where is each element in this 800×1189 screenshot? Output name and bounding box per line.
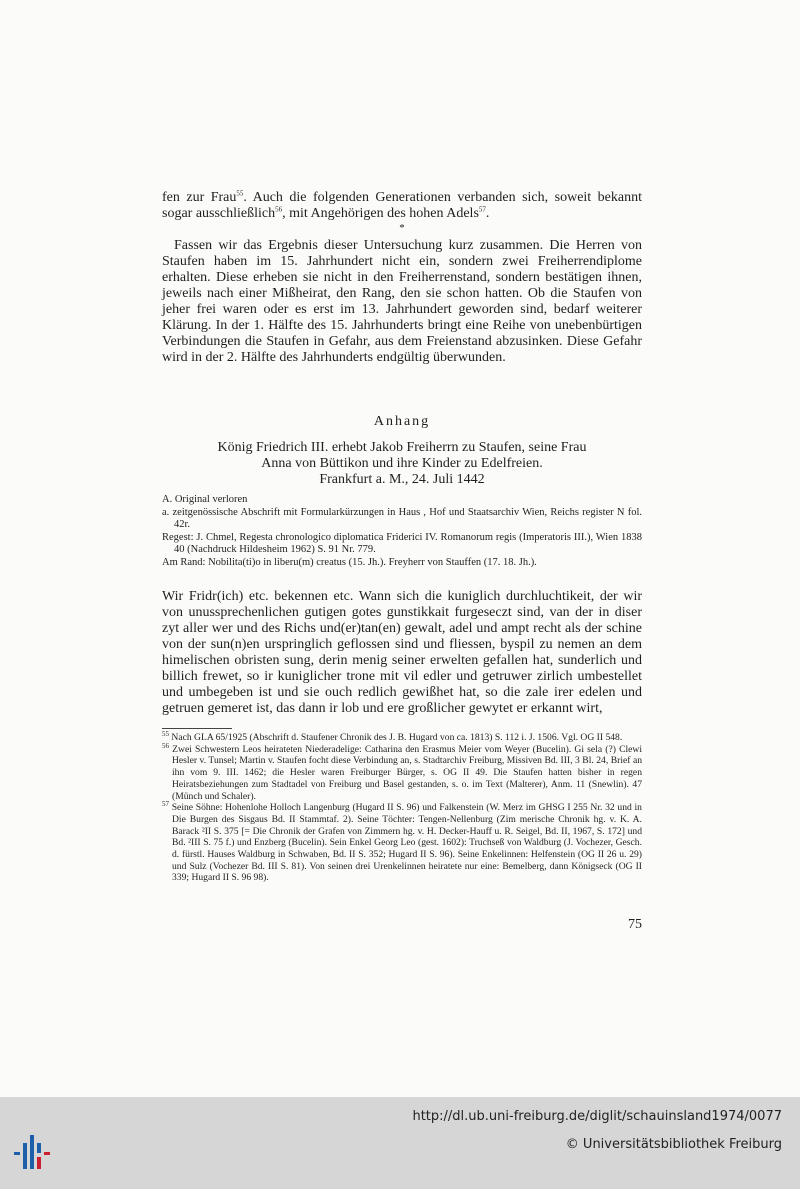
document-title-line-2: Anna von Büttikon und ihre Kinder zu Edelfreien. bbox=[261, 456, 543, 471]
footnote-number: 56 bbox=[162, 741, 169, 750]
footnote-ref-57[interactable]: 57 bbox=[478, 205, 486, 214]
footnote-ref-56[interactable]: 56 bbox=[275, 205, 283, 214]
footnote-55 bbox=[162, 729, 642, 744]
apparatus-copy: a. zeitgenössische Abschrift mit Formularkürzungen in Haus , Hof und Staatsarchiv Wien, Reichs register N fol. 42r. bbox=[162, 506, 642, 530]
critical-apparatus bbox=[162, 494, 642, 569]
footnote-number: 57 bbox=[162, 800, 169, 809]
document-title-line-1: König Friedrich III. erhebt Jakob Freiherrn zu Staufen, seine Frau bbox=[217, 440, 587, 455]
document-title bbox=[162, 440, 642, 488]
copyright-notice: © Universitätsbibliothek Freiburg bbox=[565, 1137, 782, 1152]
apparatus-original: A. Original verloren bbox=[162, 494, 248, 505]
section-separator: * bbox=[399, 222, 405, 234]
intro-paragraph bbox=[162, 190, 642, 366]
footnote-text: Nach GLA 65/1925 (Abschrift d. Staufener Chronik des J. B. Hugard von ca. 1813) S. 112 i. J. 1506. Vgl. OG II 548. bbox=[171, 732, 623, 743]
document-transcription bbox=[162, 589, 642, 717]
page-number: 75 bbox=[628, 917, 642, 932]
intro-text-4: . bbox=[485, 206, 490, 221]
footnote-57 bbox=[162, 800, 642, 884]
footnote-text: Zwei Schwestern Leos heirateten Niederadelige: Catharina den Erasmus Meier vom Weyer (Bucelin). Gi sela (?) Clewi Hesler v. Tunsel; Martin v. Staufen focht diese Verbindung an, s. Stadtarchiv Freiburg, Missiven Bd. III, 3 Bl. 24, Brief an ihn vom 9. III. 1462; die Hesler waren Freiburger Bürger, s. OG II 49. Die Staufen hatten bisher in regen Heiratsbeziehungen zum Stadtadel von Freiburg und Basel gestanden, s. o. im Text (Malterer), Anm. 11 (Snewlin). 47 (Münch und Schaler). bbox=[172, 743, 642, 802]
viewer-footer bbox=[0, 1097, 800, 1189]
document-url-link[interactable]: http://dl.ub.uni-freiburg.de/diglit/schauinsland1974/0077 bbox=[412, 1109, 782, 1124]
ub-freiburg-logo-icon[interactable] bbox=[12, 1133, 52, 1173]
footnote-number: 55 bbox=[162, 729, 169, 738]
footnotes bbox=[162, 729, 642, 884]
document-title-line-3: Frankfurt a. M., 24. Juli 1442 bbox=[319, 472, 485, 487]
summary-paragraph: Fassen wir das Ergebnis dieser Untersuchung kurz zusammen. Die Herren von Staufen haben im 15. Jahrhundert nicht ein, sondern zwei Freiherrendiplome erhalten. Diese erheben sie nicht in den Freiherrenstand, sondern bestätigen ihnen, jeweils nach einer Mißheirat, den Rang, den sie schon hatten. Ob die Staufen von jeher frei waren oder es erst im 13. Jahrhundert geworden sind, bedarf weiterer Klärung. In der 1. Hälfte des 15. Jahrhunderts bringt eine Reihe von unebenbürtigen Verbindungen die Staufen in Gefahr, aus dem Freienstand abzusinken. Diese Gefahr wird in der 2. Hälfte des Jahrhunderts endgültig überwunden. bbox=[162, 238, 642, 365]
intro-text-3: , mit Angehörigen des hohen Adels bbox=[282, 206, 479, 221]
footnote-56 bbox=[162, 741, 642, 803]
apparatus-margin-note: Am Rand: Nobilita(ti)o in liberu(m) creatus (15. Jh.). Freyherr von Stauffen (17. 18. Jh.). bbox=[162, 556, 537, 568]
intro-text-1: fen zur Frau bbox=[162, 190, 237, 205]
apparatus-regest: Regest: J. Chmel, Regesta chronologico diplomatica Friderici IV. Romanorum regis (Imperatoris III.), Wien 1838 40 (Nachdruck Hildesheim 1962) S. 91 Nr. 779. bbox=[162, 531, 642, 555]
appendix-title: Anhang bbox=[373, 414, 431, 429]
footnote-text: Seine Söhne: Hohenlohe Holloch Langenburg (Hugard II S. 96) und Falkenstein (W. Merz im GHSG I 255 Nr. 32 und in Die Burgen des Sisgaus Bd. II Stammtaf. 2). Seine Töchter: Tengen-Nellenburg (Zim merische Chronik hg. v. K. A. Barack ²II S. 375 [= Die Chronik der Grafen von Zimmern hg. v. H. Decker-Hauff u. R. Seigel, Bd. II, 1967, S. 172] und Bd. ²III S. 75 f.) und Enzberg (Bucelin). Sein Enkel Georg Leo (gest. 1602): Truchseß von Waldburg (J. Vochezer, Gesch. d. fürstl. Hauses Waldburg in Schwaben, Bd. II S. 352; Hugard II S. 96). Seine Enkelinnen: Helfenstein (OG II 26 u. 29) und Sulz (Vochezer Bd. III S. 81). Von seinen drei Urenkelinnen heiratete nur eine: Bemelberg, dann Königseck (OG II 339; Hugard II S. 96 98). bbox=[171, 802, 642, 884]
intro-text-2: . Auch die folgenden Generationen verbanden sich, soweit bekannt sogar ausschließlich bbox=[162, 190, 642, 221]
footnote-ref-55[interactable]: 55 bbox=[236, 189, 244, 198]
footnote-divider bbox=[162, 728, 232, 729]
document-text: Wir Fridr(ich) etc. bekennen etc. Wann sich die kuniglich durchluchtikeit, der wir von unussprechenlichen gutigen gotes gunstikkait furgeseczt sind, van der in diser zyt aller wer und des Richs und(er)tan(en) gewalt, adel und ampt recht als der schine von der sun(n)en urspringlich geflossen sind und fliessen, byspil zu nemen an dem himelischen obristen sung, derin menig seiner erwelten gefallen hat, sunderlich und billich frewet, so ir kuniglicher trone mit vil edler und getruwer zirlich umbestellet und umbegeben ist und sie ouch redlich gewißhet hat, so die zale irer edelen und getruen gemeret ist, das dann ir lob und ere großlicher gewytet er erkannt wirt, bbox=[162, 589, 642, 716]
appendix-heading bbox=[162, 414, 642, 430]
